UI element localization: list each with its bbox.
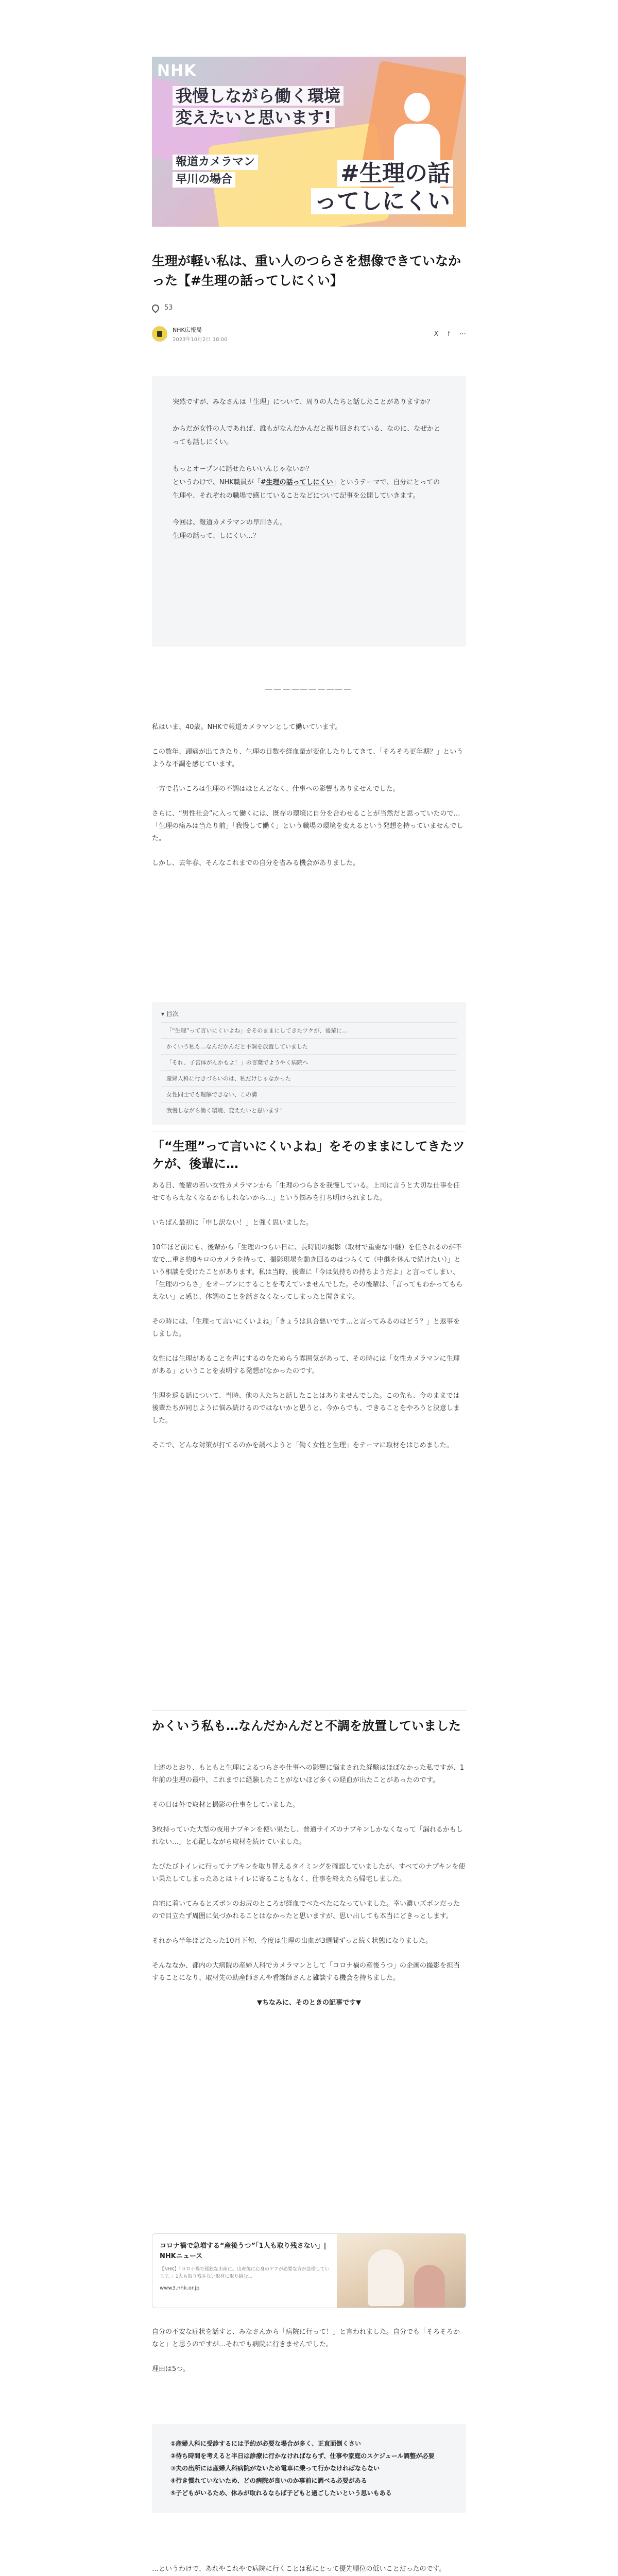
intro-text: というわけで、NHK職員が「 bbox=[173, 479, 261, 486]
body-paragraph: いちばん最初に「申し訳ない！」と強く思いました。 bbox=[152, 1219, 313, 1227]
body-paragraph: 自分の不安な症状を話すと、みなさんから「病院に行って！」と言われました。自分でも「そろそろかなと」と思うのですが…それでも病院に行きませんでした。 bbox=[152, 2328, 460, 2348]
body-text: 「生理の痛みは当たり前」「我慢して働く」という職場の環境を変えるという発想を持っていませんでした。 bbox=[152, 822, 464, 842]
intro-paragraph bbox=[173, 516, 445, 543]
reason-item: ④行き慣れていないため、どの病院が良いのか事前に調べる必要がある bbox=[170, 2477, 367, 2484]
intro-text: 今回は、報道カメラマンの早川さん。 bbox=[173, 519, 287, 527]
link-card-thumbnail bbox=[337, 2234, 466, 2308]
section-heading: 「“生理”って言いにくいよね」をそのままにしてきたツケが、後輩に… bbox=[152, 1131, 466, 1173]
section-2-body bbox=[152, 1762, 466, 2022]
toc-item[interactable]: 女性同士でも理解できない、この溝 bbox=[161, 1086, 457, 1102]
reason-item: ③夫の出所には産婦人科病院がないため電車に乗って行かなければならない bbox=[170, 2465, 380, 2472]
x-share-icon[interactable]: X bbox=[434, 330, 439, 338]
hero-slogan-line2: 変えたいと思います! bbox=[173, 108, 335, 127]
body-paragraph: そんななか、都内の大病院の産婦人科でカメラマンとして「コロナ禍の産後うつ」の企画の撮影を担当することになり、取材先の助産師さんや看護師さんと雑談する機会を持ちました。 bbox=[152, 1962, 460, 1982]
body-paragraph: 一方で若いころは生理の不調はほとんどなく、仕事への影響もありませんでした。 bbox=[152, 785, 400, 793]
body-block-1 bbox=[152, 721, 466, 882]
reasons-box bbox=[152, 2424, 466, 2513]
intro-text: 」というテーマで、自分にとっての生理や、それぞれの職場で感じていることなどについて記事を公開していきます。 bbox=[173, 479, 440, 500]
section-1-body bbox=[152, 1180, 466, 1464]
body-paragraph: しかし、去年春、そんなこれまでの自分を省みる機会がありました。 bbox=[152, 859, 360, 867]
section-heading: かくいう私も…なんだかんだと不調を放置していました bbox=[152, 1710, 466, 1735]
body-paragraph: たびたびトイレに行ってナプキンを取り替えるタイミングを確認していましたが、すべてのナプキンを使い果たしてしまったあとはトイレに寄ることもなく、仕事を終えたら帰宅しました。 bbox=[152, 1863, 466, 1883]
body-paragraph: それから半年ほどたった10月下旬、今度は生理の出血が3週間ずっと続く状態になりました。 bbox=[152, 1937, 433, 1945]
hero-reporter bbox=[173, 155, 258, 190]
body-text: さらに、“男性社会”に入って働くには、既存の環境に自分を合わせることが当然だと思っていたので… bbox=[152, 810, 460, 818]
body-paragraph: ある日、後輩の若い女性カメラマンから「生理のつらさを我慢している。上司に言うと大切な仕事を任せてもらえなくなるかもしれないから…」という悩みを打ち明けられました。 bbox=[152, 1182, 460, 1202]
body-paragraph: 私はいま、40歳。NHKで報道カメラマンとして働いています。 bbox=[152, 723, 342, 731]
link-card-description: 【NHK】「コロナ禍で孤独な出産に。出産後に心身のケアが必要な方が急増しています。」1人も取り残さない取材に取り組む… bbox=[160, 2267, 330, 2279]
reason-item: ①産婦人科に受診するには予約が必要な場合が多く、正直面倒くさい bbox=[170, 2440, 361, 2447]
body-paragraph: 3枚持っていた大型の夜用ナプキンを使い果たし、普通サイズのナプキンしかなくなって「漏れるかもしれない…」と心配しながら取材を続けていました。 bbox=[152, 1826, 463, 1846]
hashtag-link[interactable]: #生理の話ってしにくい bbox=[260, 479, 333, 486]
hero-hashtag bbox=[273, 160, 453, 215]
hero-hashtag-line1: #生理の話 bbox=[337, 160, 453, 187]
toc-item[interactable]: 「それ、子宮体がんかもよ！」の言葉でようやく病院へ bbox=[161, 1054, 457, 1070]
body-paragraph: その日は外で取材と撮影の仕事をしていました。 bbox=[152, 1801, 300, 1809]
facebook-share-icon[interactable]: f bbox=[448, 330, 450, 338]
hero-slogan bbox=[173, 85, 344, 128]
hero-banner bbox=[152, 57, 466, 227]
body-block-4 bbox=[152, 2563, 466, 2576]
toc-item[interactable]: 産婦人科に行きづらいのは、私だけじゃなかった bbox=[161, 1070, 457, 1086]
hero-reporter-name: 早川の場合 bbox=[173, 172, 235, 188]
toc-item[interactable]: 我慢しながら働く環境、変えたいと思います！ bbox=[161, 1102, 457, 1118]
body-paragraph: その時には、「生理って言いにくいよね」「きょうは具合悪いです…と言ってみるのはどう？」と返事をしました。 bbox=[152, 1318, 460, 1338]
body-paragraph: 理由は5つ。 bbox=[152, 2365, 190, 2373]
body-paragraph bbox=[152, 808, 466, 845]
article-title: 生理が軽い私は、重い人のつらさを想像できていなかった【#生理の話ってしにくい】 bbox=[152, 253, 461, 288]
share-buttons bbox=[434, 330, 466, 338]
intro-paragraph bbox=[173, 463, 445, 503]
intro-text: もっとオープンに話せたらいいんじゃないか？ bbox=[173, 465, 313, 473]
intro-text: 生理の話って、しにくい…？ bbox=[173, 532, 260, 540]
intro-box bbox=[152, 376, 466, 647]
link-card-text bbox=[152, 2234, 337, 2308]
like-area bbox=[152, 304, 466, 312]
body-paragraph: 自宅に着いてみるとズボンのお尻のところが経血でべたべたになっていました。幸い濃いズボンだったので目立たず周囲に気づかれることはなかったと思いますが、思い出しても本当にどきっとします。 bbox=[152, 1900, 460, 1920]
related-article-card[interactable] bbox=[152, 2233, 466, 2308]
related-article-label: ▼ちなみに、そのときの記事です▼ bbox=[257, 1999, 361, 2007]
body-paragraph: 女性には生理があることを声にするのをためらう雰囲気があって、その時には「女性カメラマンに生理がある」ということを表明する発想がなかったのです。 bbox=[152, 1355, 460, 1375]
body-paragraph: この数年、頭痛が出てきたり、生理の日数や経血量が変化したりしてきて、「そろそろ更年期？」というような不調を感じています。 bbox=[152, 748, 464, 768]
toc-item[interactable]: 「“生理”って言いにくいよね」をそのままにしてきたツケが、後輩に… bbox=[161, 1022, 457, 1038]
like-count: 53 bbox=[164, 304, 173, 312]
intro-paragraph: からだが女性の人であれば、誰もがなんだかんだと振り回されている、なのに、なぜかとっても話しにくい。 bbox=[173, 425, 441, 446]
link-card-title: コロナ禍で急増する“産後うつ”「1人も取り残さない」| NHKニュース bbox=[160, 2242, 327, 2260]
section-divider: ―――――――――― bbox=[265, 685, 353, 693]
publish-date: 2023年10月2日 18:00 bbox=[173, 336, 228, 343]
body-paragraph: …というわけで、あれやこれやで病院に行くことは私にとって優先順位の低いことだったのです。 bbox=[152, 2565, 446, 2573]
hero-reporter-role: 報道カメラマン bbox=[173, 155, 258, 170]
author-bar bbox=[152, 325, 466, 343]
heart-icon[interactable] bbox=[150, 303, 161, 313]
avatar[interactable] bbox=[152, 326, 167, 342]
more-options-icon[interactable]: ⋯ bbox=[459, 330, 466, 338]
link-card-url: www3.nhk.or.jp bbox=[160, 2285, 200, 2291]
toc-item[interactable]: かくいう私も…なんだかんだと不調を放置していました bbox=[161, 1038, 457, 1054]
body-paragraph: そこで、どんな対策が打てるのかを調べようと「働く女性と生理」をテーマに取材をはじめました。 bbox=[152, 1442, 453, 1449]
body-paragraph: 上述のとおり、もともと生理によるつらさや仕事への影響に悩まされた経験はほぼなかった私ですが、1年前の生理の最中、これまでに経験したことがないほど多くの経血が出たことがあったのです。 bbox=[152, 1764, 465, 1784]
reason-item: ⑤子どもがいるため、休みが取れるならば子どもと過ごしたいという思いもある bbox=[170, 2489, 392, 2497]
body-block-3 bbox=[152, 2326, 466, 2388]
author-name[interactable]: NHK広報局 bbox=[173, 326, 202, 333]
author-meta bbox=[173, 326, 228, 343]
toc-heading: ▾ 目次 bbox=[161, 1010, 179, 1018]
nhk-logo: NHK bbox=[157, 62, 197, 80]
reason-item: ②待ち時間を考えると半日は診療に行かなければならず、仕事や家庭のスケジュール調整が必要 bbox=[170, 2452, 435, 2460]
hero-hashtag-line2: ってしにくい bbox=[311, 188, 453, 214]
intro-paragraph: 突然ですが、みなさんは「生理」について、周りの人たちと話したことがありますか？ bbox=[173, 398, 434, 406]
hero-slogan-line1: 我慢しながら働く環境 bbox=[173, 86, 344, 106]
body-paragraph: 生理を巡る話について、当時、他の人たちと話したことはありませんでした。この先も、今のままでは後輩たちが同じように悩み続けるのではないかと思うと、今からでも、できることをやろうと決意しました。 bbox=[152, 1392, 460, 1425]
body-paragraph: 10年ほど前にも、後輩から「生理のつらい日に、長時間の撮影（取材で重要な中継）を任されるのが不安で…重さ約8キロのカメラを持って、撮影現場を動き回るのはつらくて（中継を休んで続けたい）」という相談を受けたことがあります。私は当時、後輩に「今は気持ちの持ちようだよ」と言ってしまい、「生理のつらさ」をオープンにすることを考えていませんでした。その後輩は、「言ってもわかってもらえない」と感じ、体調のことを話さなくなってしまったと聞きます。 bbox=[152, 1244, 463, 1301]
table-of-contents bbox=[152, 1002, 466, 1125]
